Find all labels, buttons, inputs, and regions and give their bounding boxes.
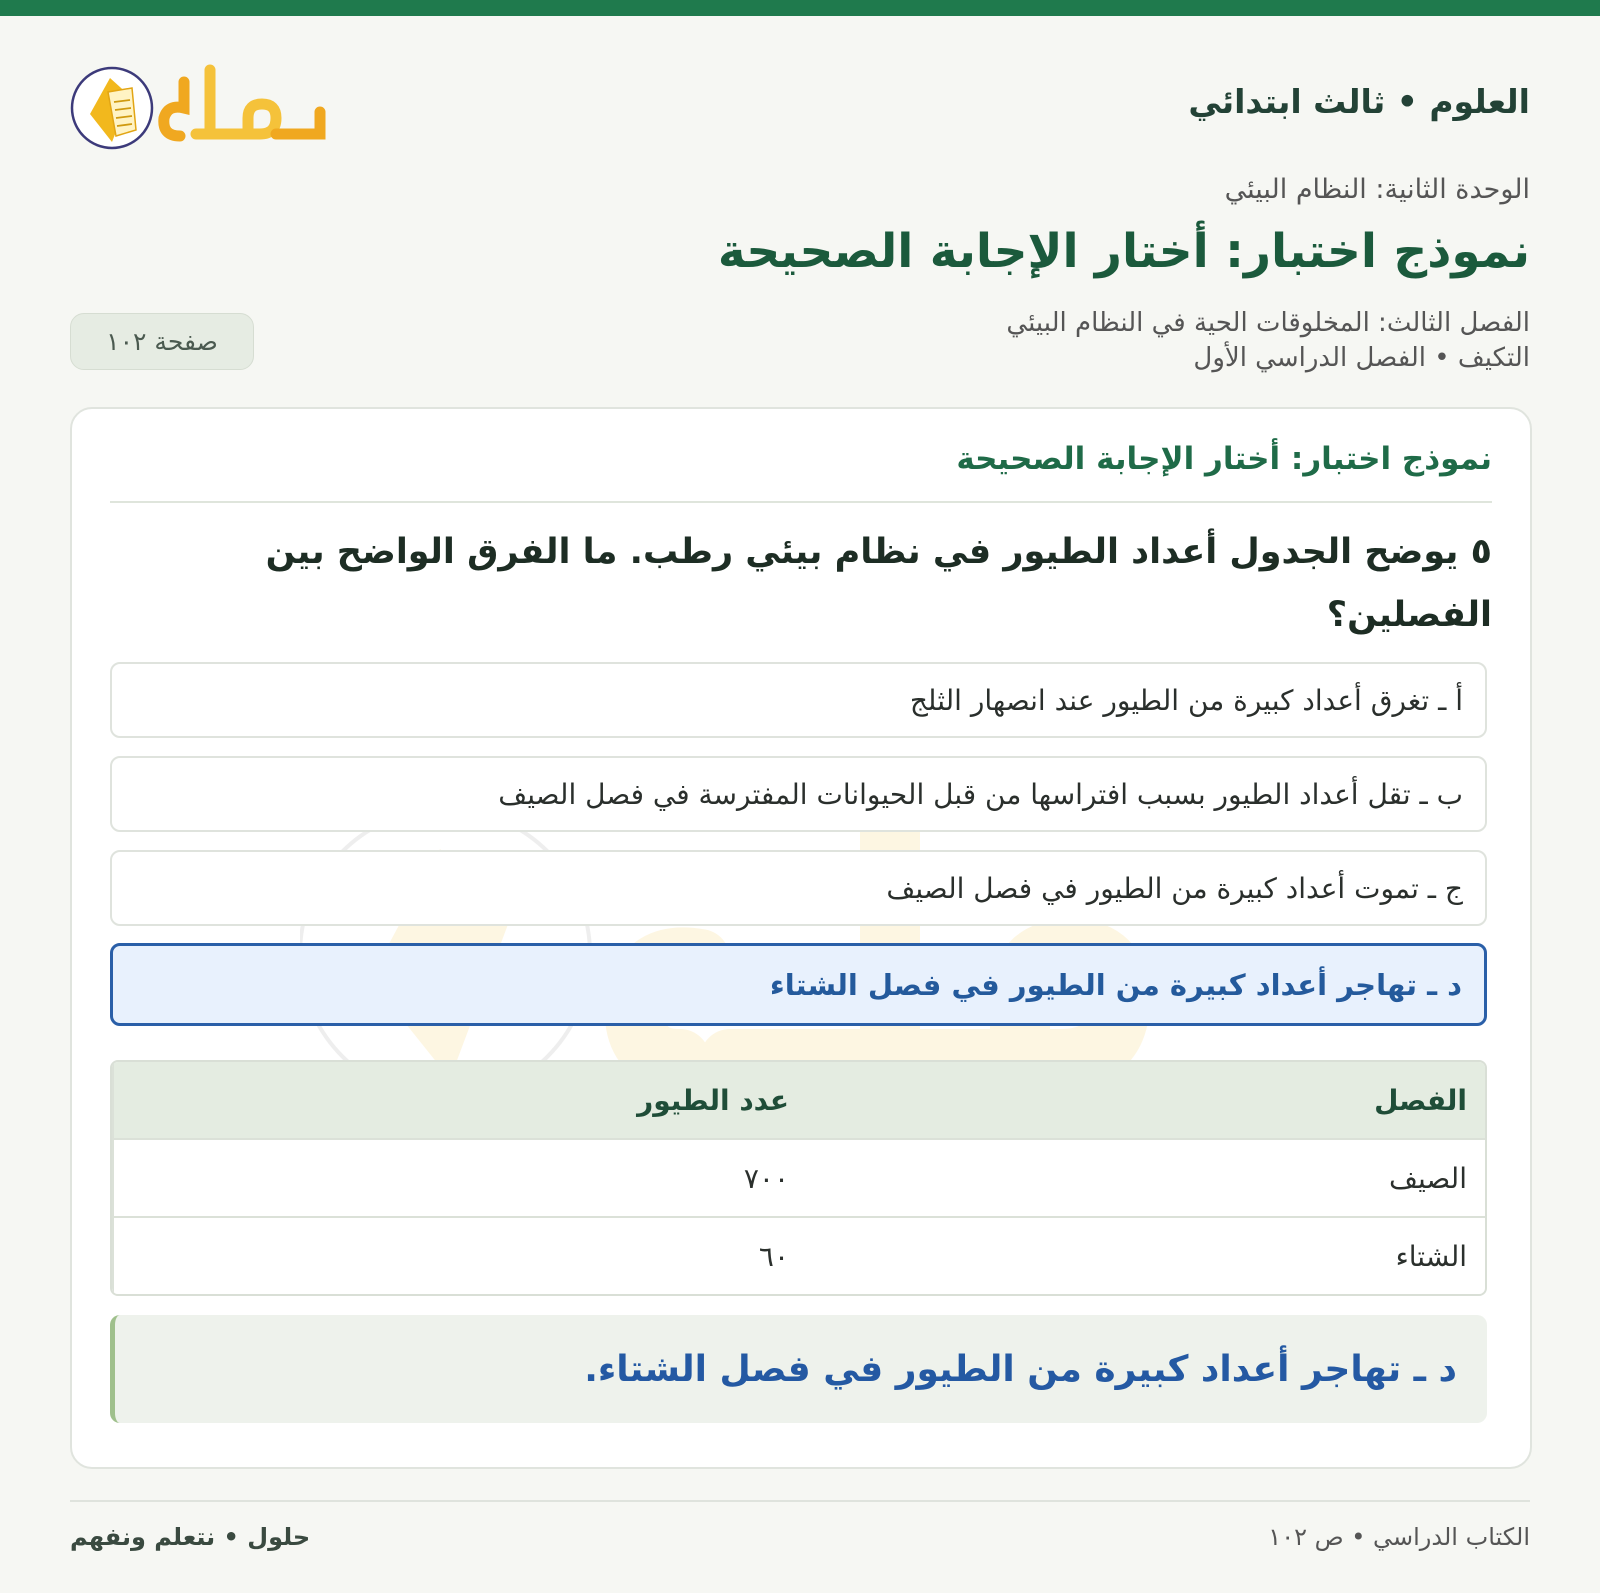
- chapter-label: الفصل الثالث: المخلوقات الحية في النظام البيئي: [1006, 308, 1530, 338]
- top-accent-bar: [0, 0, 1600, 16]
- footer-divider: [70, 1500, 1530, 1502]
- option-d-selected[interactable]: [110, 943, 1487, 1026]
- birds-table: [110, 1060, 1487, 1296]
- table-row: [112, 1140, 1485, 1218]
- divider: [110, 501, 1492, 503]
- answer-box: [110, 1315, 1487, 1423]
- option-label: أ ـ تغرق أعداد كبيرة من الطيور عند انصهار الثلج: [909, 683, 1463, 717]
- page: [0, 16, 1600, 1593]
- option-label: ب ـ تقل أعداد الطيور بسبب افتراسها من قبل الحيوانات المفترسة في فصل الصيف: [498, 777, 1463, 811]
- table-cell: ٦٠: [112, 1218, 807, 1294]
- card-title: نموذج اختبار: أختار الإجابة الصحيحة: [956, 441, 1492, 477]
- table-header-count: عدد الطيور: [112, 1062, 807, 1140]
- footer-book-reference: الكتاب الدراسي • ص ١٠٢: [1268, 1523, 1530, 1551]
- subject-title: العلوم • ثالث ابتدائي: [1188, 82, 1530, 121]
- unit-label: الوحدة الثانية: النظام البيئي: [1224, 174, 1530, 205]
- table-header-season: الفصل: [807, 1062, 1485, 1140]
- topic-label: التكيف • الفصل الدراسي الأول: [1193, 343, 1530, 373]
- page-title: نموذج اختبار: أختار الإجابة الصحيحة: [717, 224, 1530, 279]
- table-header-row: [112, 1062, 1485, 1140]
- table-cell: الصيف: [807, 1140, 1485, 1218]
- option-b[interactable]: [110, 756, 1487, 832]
- option-label: ج ـ تموت أعداد كبيرة من الطيور في فصل الصيف: [886, 871, 1463, 905]
- table-cell: ٧٠٠: [112, 1140, 807, 1218]
- answer-text: د ـ تهاجر أعداد كبيرة من الطيور في فصل الشتاء.: [584, 1348, 1457, 1390]
- option-c[interactable]: [110, 850, 1487, 926]
- table-cell: الشتاء: [807, 1218, 1485, 1294]
- option-a[interactable]: [110, 662, 1487, 738]
- hulool-logo[interactable]: [70, 52, 340, 162]
- footer-brand: حلول • نتعلم ونفهم: [70, 1523, 311, 1551]
- option-label: د ـ تهاجر أعداد كبيرة من الطيور في فصل الشتاء: [769, 967, 1462, 1002]
- table-row: [112, 1218, 1485, 1294]
- question-text: ٥ يوضح الجدول أعداد الطيور في نظام بيئي رطب. ما الفرق الواضح بين الفصلين؟: [265, 532, 1492, 635]
- page-number-badge: صفحة ١٠٢: [70, 313, 254, 370]
- question-card: [70, 407, 1532, 1469]
